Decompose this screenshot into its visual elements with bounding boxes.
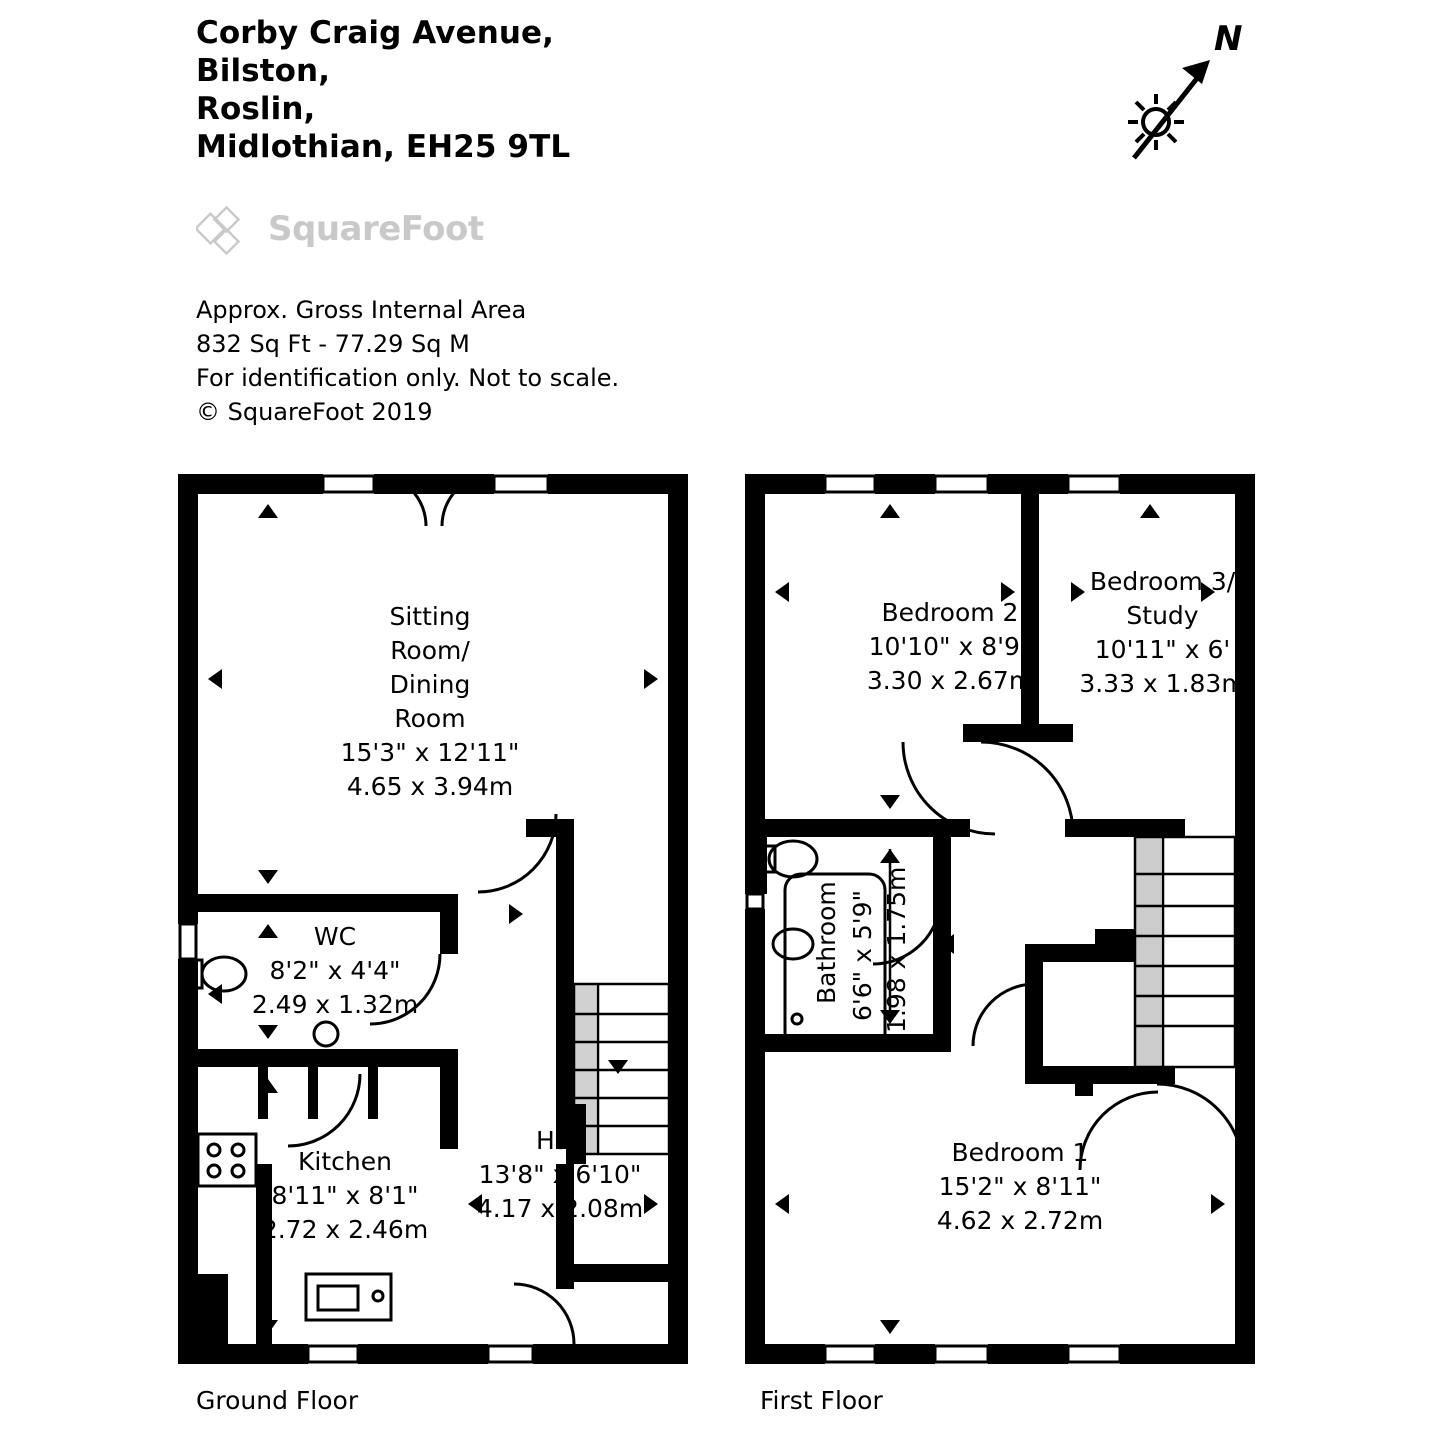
squarefoot-logo-icon: [196, 203, 256, 261]
bedroom2-name: Bedroom 2: [881, 598, 1019, 627]
wc-name: WC: [313, 922, 357, 951]
first-floor-label: First Floor: [760, 1386, 883, 1415]
room-label-hall: [455, 1124, 665, 1226]
sitting-room-imperial: 15'3" x 12'11": [340, 738, 520, 767]
property-address: [196, 14, 816, 166]
compass-north-label: N: [1214, 19, 1243, 59]
address-line-4: Midlothian, EH25 9TL: [196, 129, 571, 165]
bedroom1-imperial: 15'2" x 8'11": [938, 1172, 1102, 1201]
wc-imperial: 8'2" x 4'4": [269, 956, 401, 985]
hall-name: Hall: [535, 1126, 584, 1155]
area-info-line-2: 832 Sq Ft - 77.29 Sq M: [196, 330, 470, 358]
bedroom3-metric: 3.33 x 1.83m: [1079, 669, 1246, 698]
bedroom3-name-1: Bedroom 3/: [1089, 567, 1236, 596]
area-info-line-4: © SquareFoot 2019: [196, 398, 433, 426]
kitchen-imperial: 8'11" x 8'1": [271, 1181, 419, 1210]
bedroom2-metric: 3.30 x 2.67m: [866, 666, 1034, 695]
squarefoot-logo-text: SquareFoot: [268, 209, 484, 249]
compass-north-icon: [1110, 10, 1250, 180]
address-line-3: Roslin,: [196, 91, 316, 127]
sitting-room-name-3: Dining: [389, 670, 471, 699]
bathroom-metric: 1.98 x 1.75m: [882, 866, 911, 1034]
bathroom-imperial: 6'6" x 5'9": [848, 889, 877, 1021]
room-label-bathroom-name: [812, 855, 842, 1030]
address-line-1: Corby Craig Avenue,: [196, 15, 555, 51]
sitting-room-name-2: Room/: [390, 636, 470, 665]
sitting-room-name-1: Sitting: [389, 602, 471, 631]
hot-water-name: HW: [209, 1297, 233, 1333]
area-info-line-1: Approx. Gross Internal Area: [196, 296, 527, 324]
room-label-kitchen: [235, 1145, 455, 1247]
room-label-bathroom-imperial: [848, 880, 878, 1030]
hall-imperial: 13'8" x 6'10": [478, 1160, 642, 1189]
sitting-room-metric: 4.65 x 3.94m: [346, 772, 514, 801]
wc-metric: 2.49 x 1.32m: [251, 990, 419, 1019]
kitchen-name: Kitchen: [298, 1147, 392, 1176]
bedroom3-name-2: Study: [1126, 601, 1199, 630]
bedroom3-imperial: 10'11" x 6': [1094, 635, 1231, 664]
kitchen-metric: 2.72 x 2.46m: [261, 1215, 429, 1244]
sitting-room-name-4: Room: [394, 704, 466, 733]
bedroom1-name: Bedroom 1: [951, 1138, 1089, 1167]
room-label-bedroom-1: [855, 1136, 1185, 1238]
room-label-hot-water-cupboard: [206, 1285, 236, 1345]
room-label-wc: [225, 920, 445, 1022]
room-label-sitting-dining: [320, 600, 540, 804]
room-label-bedroom-3-study: [1040, 565, 1285, 701]
area-info-line-3: For identification only. Not to scale.: [196, 364, 620, 392]
ground-floor-label: Ground Floor: [196, 1386, 359, 1415]
room-label-bathroom-metric: [882, 860, 912, 1040]
bedroom2-imperial: 10'10" x 8'9": [868, 632, 1032, 661]
address-line-2: Bilston,: [196, 53, 331, 89]
bedroom1-metric: 4.62 x 2.72m: [936, 1206, 1104, 1235]
hall-metric: 4.17 x 2.08m: [476, 1194, 644, 1223]
squarefoot-logo: [196, 203, 496, 263]
bathroom-name: Bathroom: [812, 881, 841, 1004]
area-info: [196, 293, 756, 429]
